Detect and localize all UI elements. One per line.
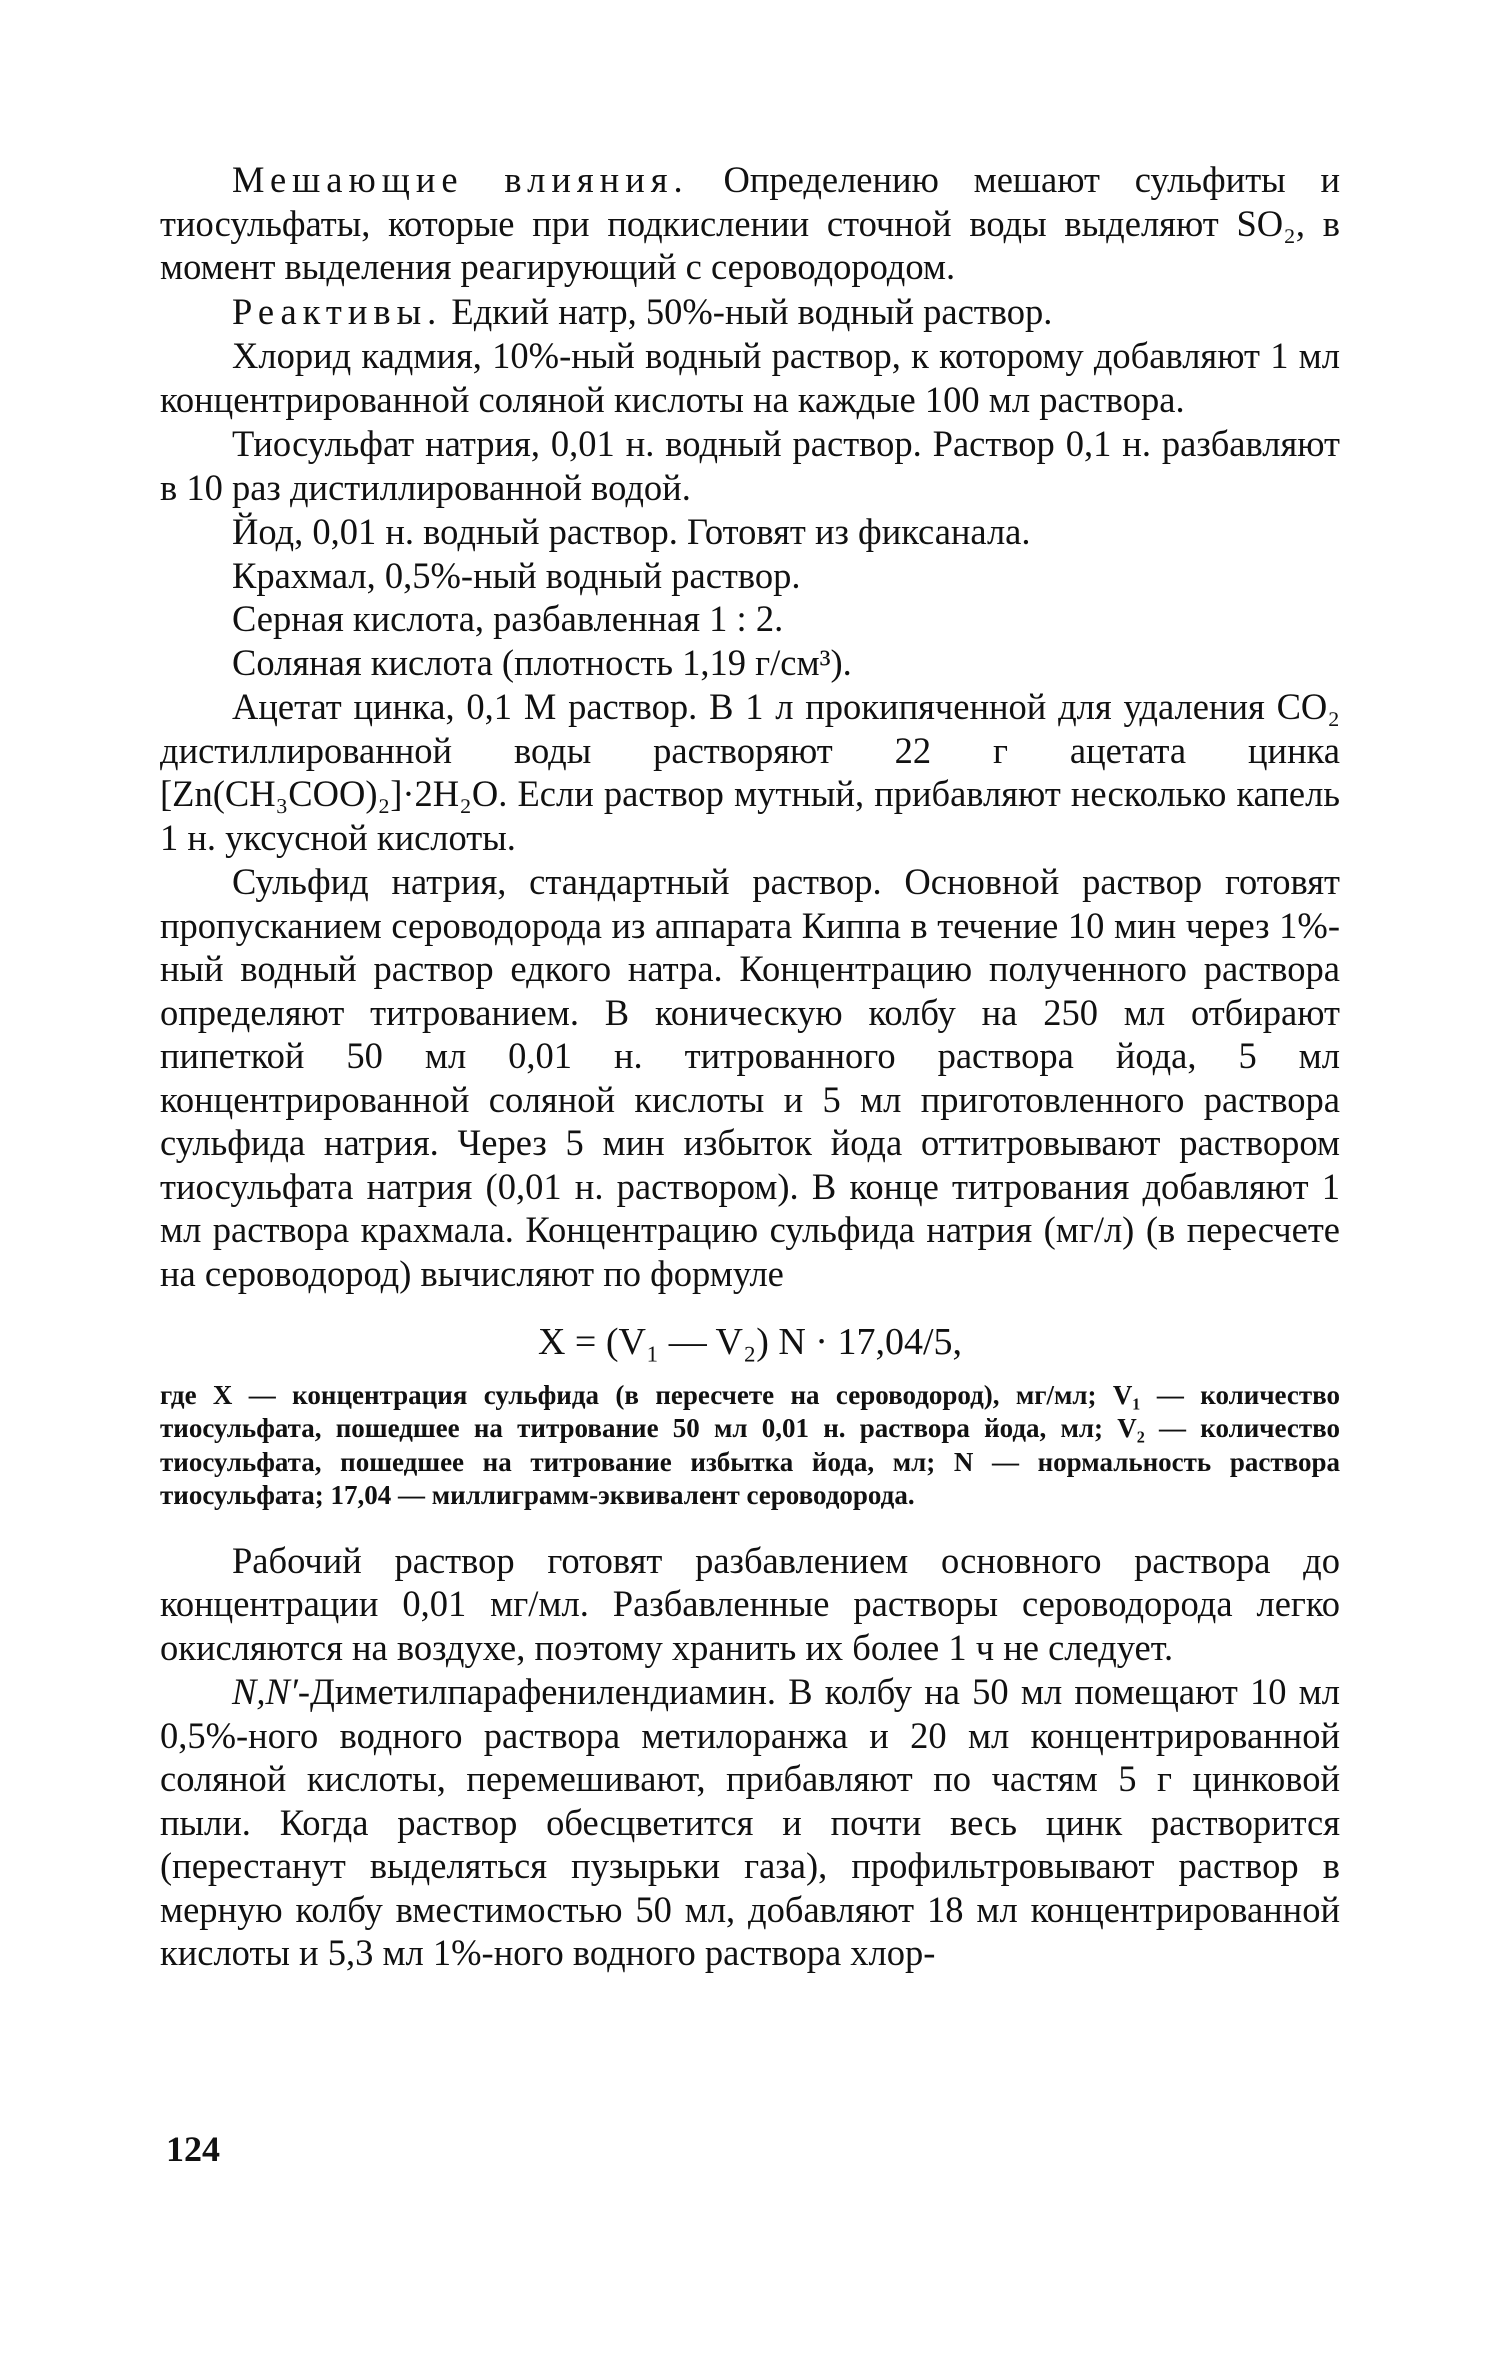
text-reagents: Едкий натр, 50%-ный водный раствор.: [442, 290, 1053, 332]
paragraph-hydrochloric-acid: Соляная кислота (плотность 1,19 г/см³).: [232, 641, 852, 683]
heading-interference: Мешающие влияния.: [232, 159, 689, 200]
paragraph-zinc-acetate: Ацетат цинка, 0,1 М раствор. В 1 л прокипяченной для удаления CO₂ дистиллированной воды растворяют 22 г ацетата цинка [Zn(CH₃COO)₂]·2H₂O. Если раствор мутный, прибавляют несколько капель 1 н. уксусной кислоты.: [160, 686, 1340, 858]
formula-explanation: где X — концентрация сульфида (в пересчете на сероводород), мг/мл; V₁ — количество тиосульфата, пошедшее на титрование 50 мл 0,01 н. раствора йода, мл; V₂ — количество тиосульфата, пошедшее на титрование избытка йода, мл; N — нормальность раствора тиосульфата; 17,04 — миллиграмм-эквивалент сероводорода.: [160, 1379, 1340, 1510]
page-body: [160, 158, 1340, 1976]
text-interference: Определению мешают сульфиты и тиосульфаты, которые при подкислении сточной воды выделяют SO₂, в момент выделения реагирующий с сероводородом.: [160, 159, 1340, 287]
page-number: 124: [166, 2129, 220, 2169]
dimethyl-text: -Диметилпарафенилендиамин. В колбу на 50 мл помещают 10 мл 0,5%-ного водного раствора метилоранжа и 20 мл концентрированной соляной кислоты, перемешивают, прибавляют по частям 5 г цинковой пыли. Когда раствор обесцветится и почти весь цинк растворится (перестанут выделяться пузырьки газа), профильтровывают раствор в мерную колбу вместимостью 50 мл, добавляют 18 мл концентрированной кислоты и 5,3 мл 1%-ного водного раствора хлор-: [160, 1671, 1340, 1973]
paragraph-reagents: [160, 290, 1340, 334]
paragraph-dimethyl: [160, 1670, 1340, 1975]
heading-reagents: Реактивы.: [232, 290, 443, 332]
formula: X = (V₁ — V₂) N · 17,04/5,: [537, 1321, 963, 1363]
paragraph-sulfuric-acid: Серная кислота, разбавленная 1 : 2.: [232, 598, 784, 639]
paragraph-working-solution: Рабочий раствор готовят разбавлением основного раствора до концентрации 0,01 мг/мл. Разбавленные растворы сероводорода легко окисляются на воздухе, поэтому хранить их более 1 ч не следует.: [160, 1539, 1340, 1668]
paragraph-interference: [160, 158, 1340, 289]
dimethyl-prefix: N,N′: [232, 1671, 298, 1712]
paragraph-cadmium-chloride: Хлорид кадмия, 10%-ный водный раствор, к которому добавляют 1 мл концентрированной соляной кислоты на каждые 100 мл раствора.: [160, 335, 1340, 420]
paragraph-iodine: Йод, 0,01 н. водный раствор. Готовят из фиксанала.: [232, 511, 1031, 552]
paragraph-sodium-sulfide: Сульфид натрия, стандартный раствор. Основной раствор готовят пропусканием сероводорода из аппарата Киппа в течение 10 мин через 1%-ный водный раствор едкого натра. Концентрацию полученного раствора определяют титрованием. В коническую колбу на 250 мл отбирают пипеткой 50 мл 0,01 н. титрованного раствора йода, 5 мл концентрированной соляной кислоты и 5 мл приготовленного раствора сульфида натрия. Через 5 мин избыток йода оттитровывают раствором тиосульфата натрия (0,01 н. раствором). В конце титрования добавляют 1 мл раствора крахмала. Концентрацию сульфида натрия (мг/л) (в пересчете на сероводород) вычисляют по формуле: [160, 861, 1340, 1294]
paragraph-starch: Крахмал, 0,5%-ный водный раствор.: [232, 554, 801, 596]
paragraph-thiosulfate: Тиосульфат натрия, 0,01 н. водный раствор. Раствор 0,1 н. разбавляют в 10 раз дистиллированной водой.: [160, 423, 1340, 508]
